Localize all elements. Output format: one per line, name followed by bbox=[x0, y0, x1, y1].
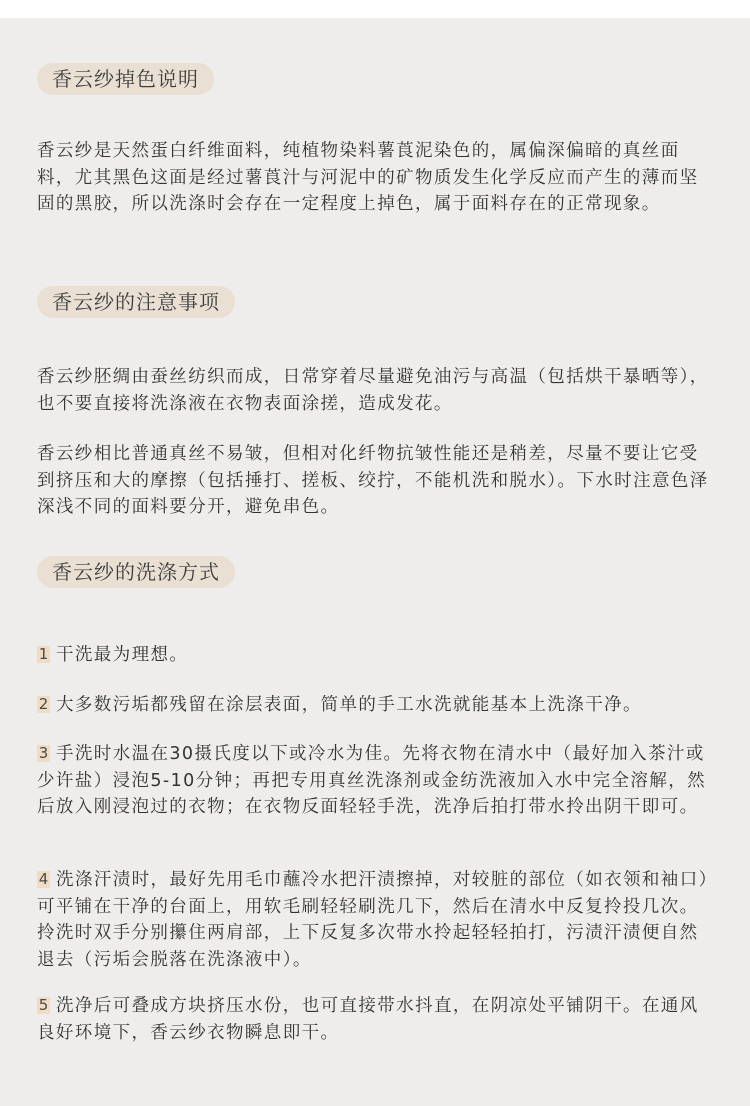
step-text: 干洗最为理想。 bbox=[56, 645, 189, 665]
step-text: 洗涤汗渍时，最好先用毛巾蘸冷水把汗渍擦掉，对较脏的部位（如衣领和袖口）可平铺在干净的台面上，用软毛刷轻轻刷洗几下，然后在清水中反复拎投几次。拎洗时双手分别攥住两肩部，上下反复多次带水拎起轻轻拍打，污渍汗渍便自然退去（污垢会脱落在洗涤液中）。 bbox=[37, 870, 709, 970]
step-number-badge: 5 bbox=[38, 996, 49, 1014]
washing-step bbox=[37, 692, 715, 719]
washing-step bbox=[37, 993, 715, 1046]
fading-section-title: 香云纱掉色说明 bbox=[37, 63, 214, 95]
step-text: 大多数污垢都残留在涂层表面，简单的手工水洗就能基本上洗涤干净。 bbox=[56, 695, 642, 715]
care-instructions-page bbox=[0, 18, 750, 1106]
fading-description: 香云纱是天然蛋白纤维面料，纯植物染料薯莨泥染色的，属偏深偏暗的真丝面料，尤其黑色这面是经过薯莨汁与河泥中的矿物质发生化学反应而产生的薄而坚固的黑胶，所以洗涤时会存在一定程度上掉色，属于面料存在的正常现象。 bbox=[37, 141, 699, 214]
washing-step bbox=[37, 642, 715, 669]
notes-section-title: 香云纱的注意事项 bbox=[37, 286, 235, 318]
notes-paragraph-care: 香云纱相比普通真丝不易皱，但相对化纤物抗皱性能还是稍差，尽量不要让它受到挤压和大的摩擦（包括捶打、搓板、绞拧，不能机洗和脱水）。下水时注意色泽深浅不同的面料要分开，避免串色。 bbox=[37, 444, 709, 517]
step-number-badge: 3 bbox=[38, 744, 49, 762]
washing-section-title: 香云纱的洗涤方式 bbox=[37, 556, 235, 588]
step-number-badge: 2 bbox=[38, 695, 49, 713]
step-text: 手洗时水温在30摄氏度以下或冷水为佳。先将衣物在清水中（最好加入茶汁或少许盐）浸泡5-10分钟；再把专用真丝洗涤剂或金纺洗液加入水中完全溶解，然后放入刚浸泡过的衣物；在衣物反面轻轻手洗，洗净后拍打带水拎出阴干即可。 bbox=[37, 744, 707, 817]
step-text: 洗净后可叠成方块挤压水份，也可直接带水抖直，在阴凉处平铺阴干。在通风良好环境下，香云纱衣物瞬息即干。 bbox=[37, 996, 699, 1043]
step-number-badge: 4 bbox=[38, 870, 49, 888]
washing-step bbox=[37, 741, 715, 821]
washing-step bbox=[37, 867, 715, 973]
notes-paragraph-wear: 香云纱胚绸由蚕丝纺织而成，日常穿着尽量避免油污与高温（包括烘干暴晒等），也不要直接将洗涤液在衣物表面涂搓，造成发花。 bbox=[37, 367, 709, 414]
step-number-badge: 1 bbox=[38, 645, 49, 663]
